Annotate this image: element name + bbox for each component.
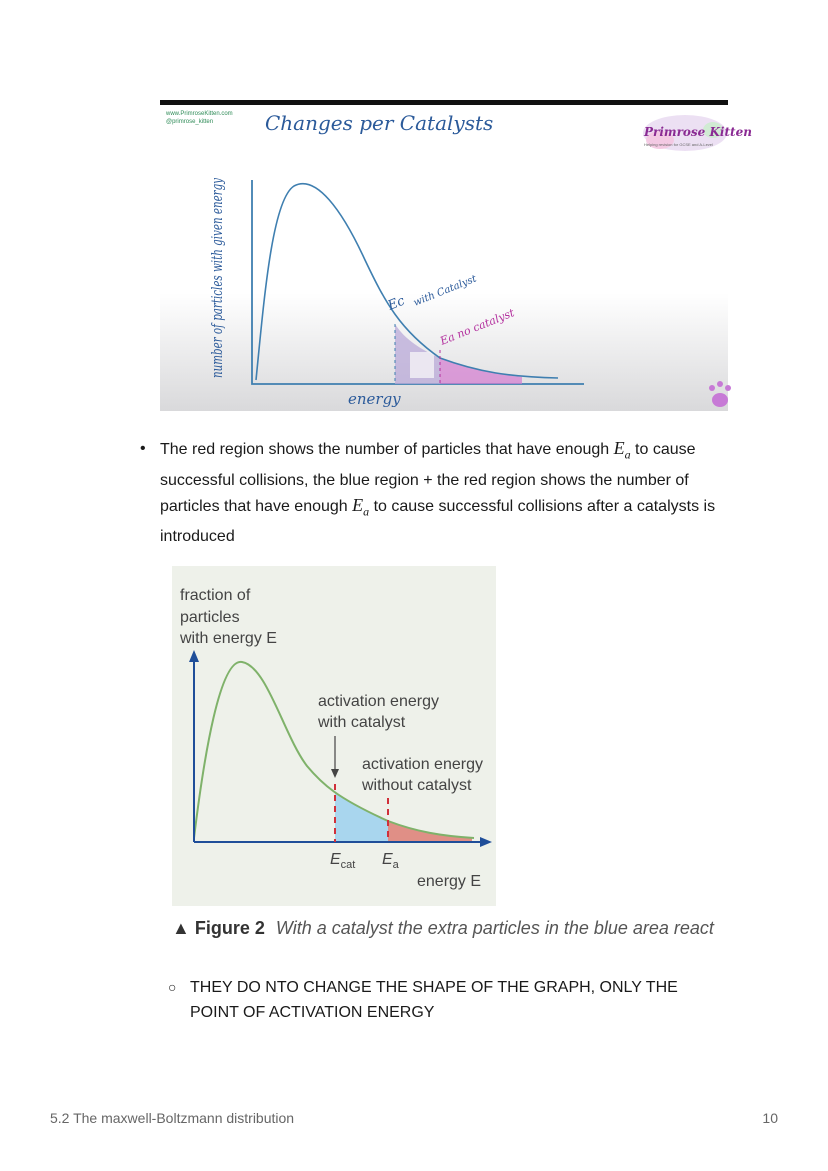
- ann-catalyst-line2: with catalyst: [318, 714, 406, 731]
- figure-catalyst-video-frame: [160, 86, 752, 411]
- svg-text:Primrose Kitten: Primrose Kitten: [644, 125, 752, 139]
- footer-title: 5.2 The maxwell-Boltzmann distribution: [50, 1110, 295, 1126]
- site-url: www.PrimroseKitten.com: [166, 111, 233, 117]
- site-handle: @primrose_kitten: [166, 119, 214, 125]
- primrose-kitten-logo: [643, 115, 752, 151]
- figure1-xlabel: energy: [348, 390, 401, 408]
- ann-no-catalyst-line2: without catalyst: [362, 777, 472, 794]
- label-ea-no-catalyst: Ea no catalyst: [438, 306, 517, 348]
- figure1-ylabel: number of particles with given energy: [208, 86, 226, 378]
- tick-ecat: $E_{cat}$: [330, 851, 356, 871]
- page-number: 10: [762, 1110, 778, 1126]
- fig2-ylabel-line3: with energy E: [180, 630, 277, 647]
- label-ec: Ec: [385, 293, 408, 314]
- bullet-text: The red region shows the number of particles that have enough $E_a$ to cause successful collisions, the blue region + the red region shows the number of particles that have enough $E_a$ to cause successful collisions after a catalysts is introduced: [160, 438, 716, 546]
- svg-text:Helping revision for GCSE and: Helping revision for GCSE and A-Level: [644, 142, 713, 147]
- fig2-ylabel-line2: particles: [180, 609, 240, 626]
- sub-bullet-circle: ○: [168, 979, 177, 995]
- label-ec-note: with Catalyst: [412, 273, 479, 309]
- math-ea-2: $E_a$: [352, 494, 370, 519]
- math-ea-1: $E_a$: [613, 438, 631, 462]
- ann-catalyst-line1: activation energy: [318, 693, 439, 710]
- fig2-ylabel-line1: fraction of: [180, 587, 251, 604]
- figure-2-caption: [172, 918, 714, 939]
- fig2-xlabel: energy E: [417, 873, 482, 890]
- sub-bullet-text: THEY DO NTO CHANGE THE SHAPE OF THE GRAPH, ONLY THE POINT OF ACTIVATION ENERGY: [190, 979, 678, 1021]
- caption-triangle-icon: ▲: [172, 918, 190, 938]
- tick-ea: $E_a$: [382, 851, 399, 871]
- caption-label: Figure 2: [194, 918, 265, 938]
- red-area: [388, 821, 472, 842]
- figure-2-textbook-graph: [172, 566, 496, 906]
- caption-text: With a catalyst the extra particles in the blue area react: [275, 918, 714, 938]
- ann-no-catalyst-line1: activation energy: [362, 756, 483, 773]
- figure1-title: Changes per Catalysts: [265, 111, 494, 135]
- bullet-dot: •: [140, 440, 146, 457]
